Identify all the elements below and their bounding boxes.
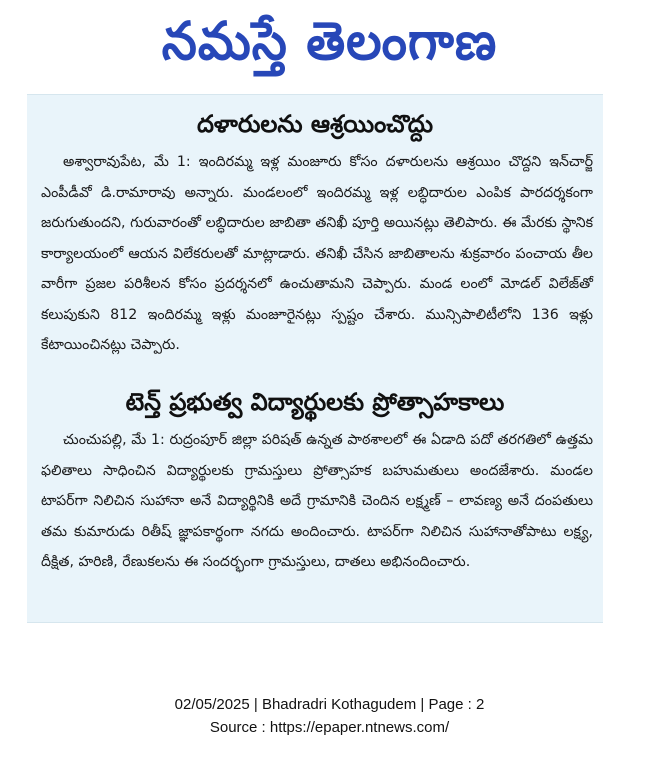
article-2-body: చుంచుపల్లి, మే 1: రుద్రంపూర్ జిల్లా పరిషత్ ఉన్నత పాఠశాలలో ఈ ఏడాది పదో తరగతిలో ఉత్తమ ఫలితాలు సాధించిన విద్యార్థులకు గ్రామస్తులు ప్రోత్సాహక బహుమతులు అందజేశారు. మండల టాపర్‌గా నిలిచిన సుహానా అనే విద్యార్థినికి అదే గ్రామానికి చెందిన లక్ష్మణ్ – లావణ్య అనే దంపతులు తమ కుమారుడు రితీష్ జ్ఞాపకార్థంగా నగదు అందించారు. టాపర్‌గా నిలిచిన సుహానాతోపాటు లక్ష్య, దీక్షిత, హరిణి, రేణుకలను ఈ సందర్భంగా గ్రామస్తులు, దాతలు అభినందించారు. <box>41 432 593 570</box>
footer-source: Source : https://epaper.ntnews.com/ <box>209 719 450 736</box>
footer-date-edition-page: 02/05/2025 | Bhadradri Kothagudem | Page : 2 <box>174 696 485 713</box>
newspaper-logo-title: నమస్తే తెలంగాణ <box>161 10 498 72</box>
article-1-body: అశ్వారావుపేట, మే 1: ఇందిరమ్మ ఇళ్ల మంజూరు కోసం దళారులను ఆశ్రయిం చొద్దని ఇన్‌చార్జ్ ఎంపీడీవో డి.రామారావు అన్నారు. మండలంలో ఇందిరమ్మ ఇళ్ల లబ్ధిదారుల ఎంపిక పారదర్శకంగా జరుగుతుందని, గురువారంతో లబ్ధిదారుల జాబితా తనిఖీ పూర్తి అయినట్లు తెలిపారు. ఈ మేరకు స్థానిక కార్యాలయంలో ఆయన విలేకరులతో మాట్లాడారు. తనిఖీ చేసిన జాబితాలను శుక్రవారం పంచాయ తీల వారీగా ప్రజల పరిశీలన కోసం ప్రదర్శనలో ఉంచుతామని చెప్పారు. మండ లంలో మోడల్ విలేజ్‌తో కలుపుకుని 812 ఇందిరమ్మ ఇళ్లు మంజూరైనట్లు స్పష్టం చేశారు. మున్సిపాలిటీలోని 136 ఇళ్లు కేటాయించినట్లు చెప్పారు. <box>41 154 593 353</box>
article-1-headline: దళారులను ఆశ్రయించొద్దు <box>196 110 434 138</box>
article-2-headline: టెన్త్ ప్రభుత్వ విద్యార్థులకు ప్రోత్సాహకాలు <box>125 388 505 416</box>
masthead <box>0 6 659 76</box>
news-clipping <box>27 94 603 623</box>
